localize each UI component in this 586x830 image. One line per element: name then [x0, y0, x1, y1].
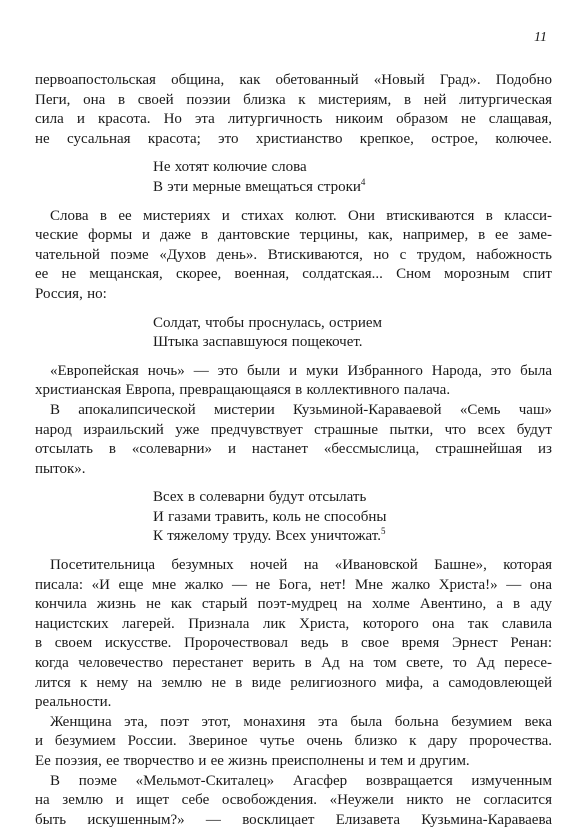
text-line: христианская Европа, превращающаяся в коллективного палача.: [35, 382, 451, 399]
paragraph-6: [35, 713, 552, 772]
text-line: народ израильский уже предчувствует страшные пытки, что всех будут: [35, 421, 552, 438]
verse-line: Штыка заспавшуюся пощекочет.: [153, 334, 363, 351]
text-line: и безумием России. Звериное чутье очень близко к дару пророчества.: [35, 733, 552, 750]
verse-line: [153, 527, 552, 547]
text-line: Слова в ее мистериях и стихах колют. Они втискиваются в класси-: [50, 207, 552, 224]
paragraph-3: [35, 362, 552, 401]
text-line: реальности.: [35, 694, 112, 711]
text-line: Россия, но:: [35, 285, 107, 302]
text-line: быть искушенным?» — восклицает Елизавета Кузьмина-Караваева: [35, 811, 552, 828]
text-line: ческие формы и даже в дантовские терцины, как, например, в ее заме-: [35, 227, 552, 244]
verse-line: [153, 178, 552, 198]
text-line: В апокалипсической мистерии Кузьминой-Караваевой «Семь чаш»: [50, 401, 552, 418]
text-line: пыток».: [35, 460, 86, 477]
text-line: лится к нему на землю не в виде религиозного мифа, а самодовлеющей: [35, 674, 552, 691]
footnote-marker[interactable]: 5: [380, 526, 386, 537]
paragraph-7: [35, 772, 552, 830]
text-line: Ее поэзия, ее творчество и ее жизнь преисполнены и тем и другим.: [35, 753, 470, 769]
text-line: нацистских лагерей. Признала лик Христа, которого она так славила: [35, 615, 552, 632]
text-line: чательной поэме «Духов день». Втискиваются, но с трудом, набожность: [35, 246, 552, 263]
text-line: В поэме «Мельмот-Скиталец» Агасфер возвращается измученным: [50, 772, 552, 789]
paragraph-5: [35, 556, 552, 713]
page-number: 11: [534, 30, 547, 45]
verse-line: Не хотят колючие слова: [153, 159, 307, 176]
text-line: Пеги, она в своей поэзии близка к мистериям, в ней литургическая: [35, 91, 552, 108]
text-line: Посетительница безумных ночей на «Ивановской Башне», которая: [50, 557, 552, 574]
verse-text: К тяжелому труду. Всех уничтожат.: [153, 528, 381, 545]
text-line: Женщина эта, поэт этот, монахиня эта была больна безумием века: [50, 713, 552, 730]
paragraph-2: [35, 207, 552, 305]
main-text: [35, 71, 552, 830]
verse-stanza-2: [153, 314, 552, 353]
verse-text: В эти мерные вмещаться строки: [153, 178, 361, 195]
text-line: ее не мещанская, скорее, военная, солдатская... Сном морозным спит: [35, 266, 552, 283]
verse-line: Всех в солеварни будут отсылать: [153, 489, 367, 506]
text-line: на землю и ищет себе освобождения. «Неужели никто не согласится: [35, 792, 552, 809]
verse-line: Солдат, чтобы проснулась, острием: [153, 314, 382, 331]
text-line: писала: «И еще мне жалко — не Бога, нет! Мне жалко Христа!» — она: [35, 576, 552, 593]
text-line: не сусальная красота; это христианство крепкое, острое, колючее.: [35, 130, 552, 147]
text-line: отсылать в «солеварни» и настанет «бессмыслица, страшнейшая из: [35, 441, 552, 458]
paragraph-1: [35, 71, 552, 149]
text-line: первоапостольская община, как обетованный «Новый Град». Подобно: [35, 72, 552, 88]
text-line: «Европейская ночь» — это были и муки Избранного Народа, это была: [50, 362, 552, 379]
verse-stanza-1: [153, 158, 552, 197]
text-line: в своем искусстве. Пророчествовал ведь в свое время Эрнест Ренан:: [35, 635, 552, 652]
verse-line: И газами травить, коль не способны: [153, 508, 387, 525]
verse-stanza-3: [153, 488, 552, 547]
paragraph-4: [35, 401, 552, 479]
footnote-marker[interactable]: 4: [360, 176, 366, 187]
text-line: сила и красота. Но эта литургичность никоим образом не слащавая,: [35, 111, 552, 128]
text-line: кончила жизнь не как старый поэт-мудрец на холме Авентино, а в аду: [35, 596, 552, 613]
text-line: когда человечество перестанет верить в Ад на том свете, то Ад пересе-: [35, 655, 552, 672]
